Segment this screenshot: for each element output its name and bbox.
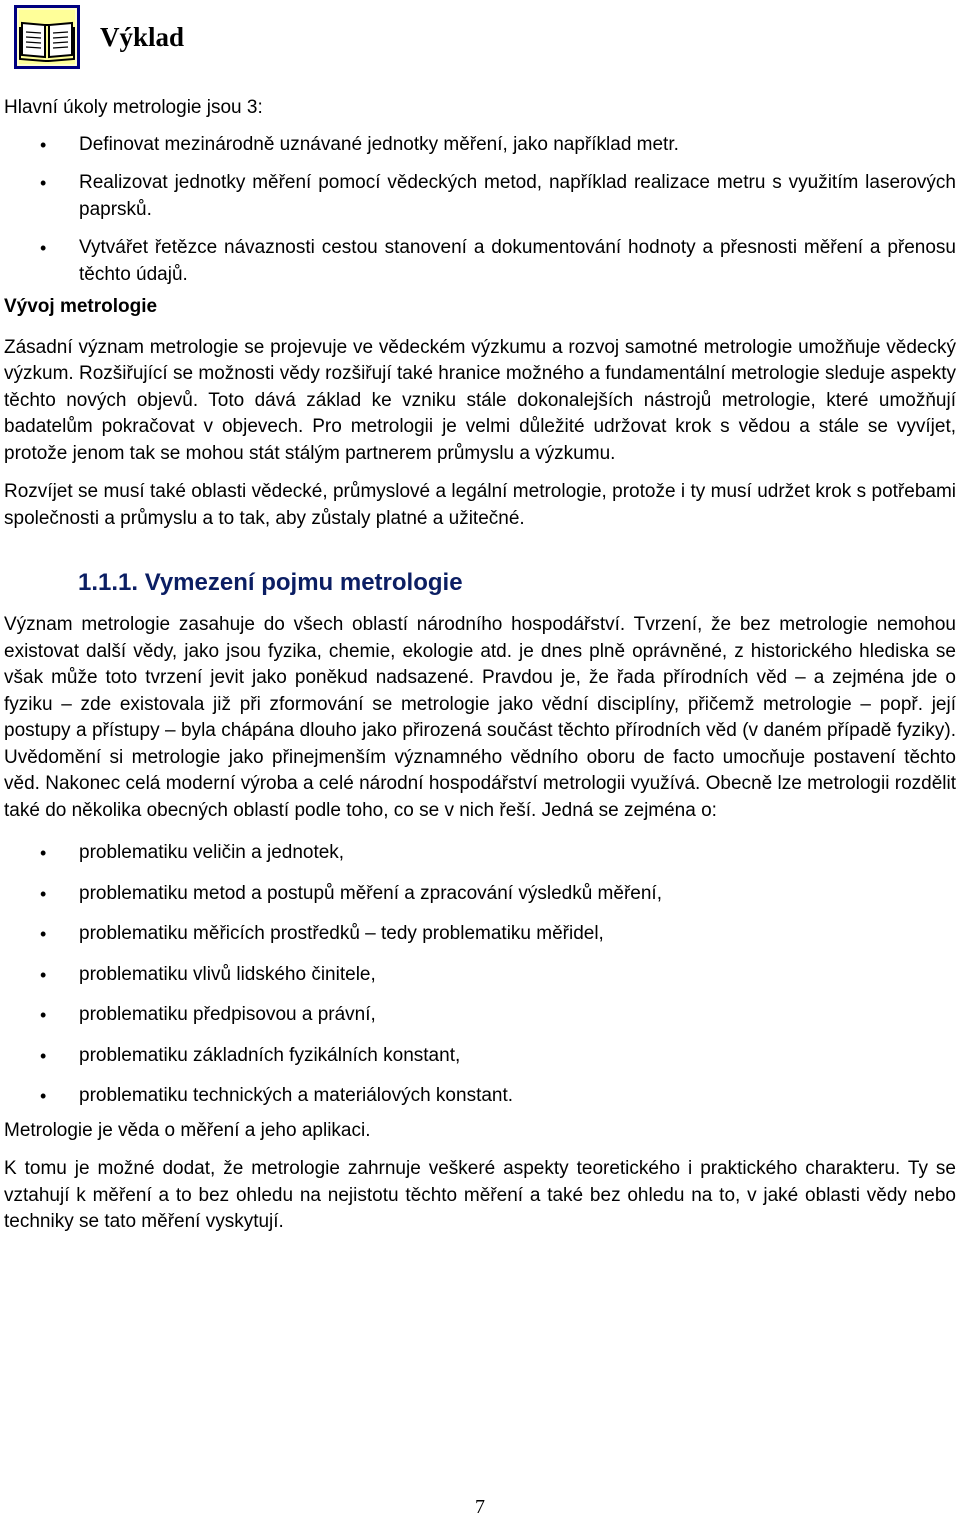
development-heading: Vývoj metrologie xyxy=(4,296,158,317)
tasks-list xyxy=(4,132,956,289)
areas-list xyxy=(4,840,956,1110)
development-paragraph: Rozvíjet se musí také oblasti vědecké, průmyslové a legální metrologie, protože i ty musí udržet krok s potřebami společnosti a průmyslu a to tak, aby zůstaly platné a užitečné. xyxy=(4,481,956,529)
chapter-title: Výklad xyxy=(100,21,185,52)
list-item: • problematiku vlivů lidského činitele, xyxy=(4,962,956,989)
intro-text: Hlavní úkoly metrologie jsou 3: xyxy=(4,97,263,118)
list-item: • problematiku technických a materiálových konstant. xyxy=(4,1083,956,1110)
list-item: • problematiku měřicích prostředků – tedy problematiku měřidel, xyxy=(4,921,956,948)
closing-paragraph: K tomu je možné dodat, že metrologie zahrnuje veškeré aspekty teoretického i praktického charakteru. Ty se vztahují k měření a to bez ohledu na nejistotu těchto měření a také bez ohledu na to, v jaké oblasti vědy nebo techniky se tato měření vyskytují. xyxy=(4,1158,956,1232)
list-item: • problematiku metod a postupů měření a zpracování výsledků měření, xyxy=(4,881,956,908)
definition-text: Metrologie je věda o měření a jeho aplikaci. xyxy=(4,1119,371,1141)
list-item: • Vytvářet řetězce návaznosti cestou stanovení a dokumentování hodnoty a přesnosti měření a přenosu těchto údajů. xyxy=(4,235,956,288)
page-number: 7 xyxy=(475,1496,485,1518)
list-item: • problematiku základních fyzikálních konstant, xyxy=(4,1043,956,1070)
section-heading: 1.1.1. Vymezení pojmu metrologie xyxy=(78,569,463,596)
chapter-header xyxy=(14,2,184,72)
list-item: • Realizovat jednotky měření pomocí vědeckých metod, například realizace metru s využitím laserových paprsků. xyxy=(4,170,956,223)
list-item: • problematiku veličin a jednotek, xyxy=(4,840,956,867)
document-body xyxy=(4,95,956,1236)
development-paragraph: Zásadní význam metrologie se projevuje ve vědeckém výzkumu a rozvoj samotné metrologie umožňuje vědecký výzkum. Rozšiřující se možnosti vědy rozšiřují také hranice možného a fundamentální metrologie sleduje aspekty těchto nových objevů. Toto dává základ ke vzniku stále dokonalejších nástrojů metrologie, které umožňují badatelům pokračovat v objevech. Pro metrologii je velmi důležité udržovat krok s vědou a stále se vyvíjet, protože jenom tak se mohou stát stálým partnerem průmyslu a výzkumu. xyxy=(4,336,956,464)
open-book-icon xyxy=(14,5,80,69)
section-paragraph: Význam metrologie zasahuje do všech oblastí národního hospodářství. Tvrzení, že bez metrologie nemohou existovat další vědy, jako jsou fyzika, chemie, ekologie atd. je dnes plně oprávněné, z historického hlediska se však může toto tvrzení jevit jako poněkud nadsazené. Pravdou je, že řada přírodních věd – a zejména jde o fyziku – zde existovala již při zformování se metrologie jako vědní disciplíny, přičemž metrologie – popř. její postupy a přístupy – byla chápána dlouho jako přirozená součást těchto přírodních věd (v daném případě fyziky). Uvědomění si metrologie jako přinejmenším významného vědního oboru de facto umocňuje postavení těchto věd. Nakonec celá moderní výroba a celé národní hospodářství metrologii využívá. Obecně lze metrologii rozdělit také do několika obecných oblastí podle toho, co se v nich řeší. Jedná se zejména o: xyxy=(4,614,956,821)
list-item: • problematiku předpisovou a právní, xyxy=(4,1002,956,1029)
list-item: • Definovat mezinárodně uznávané jednotky měření, jako například metr. xyxy=(4,132,956,159)
